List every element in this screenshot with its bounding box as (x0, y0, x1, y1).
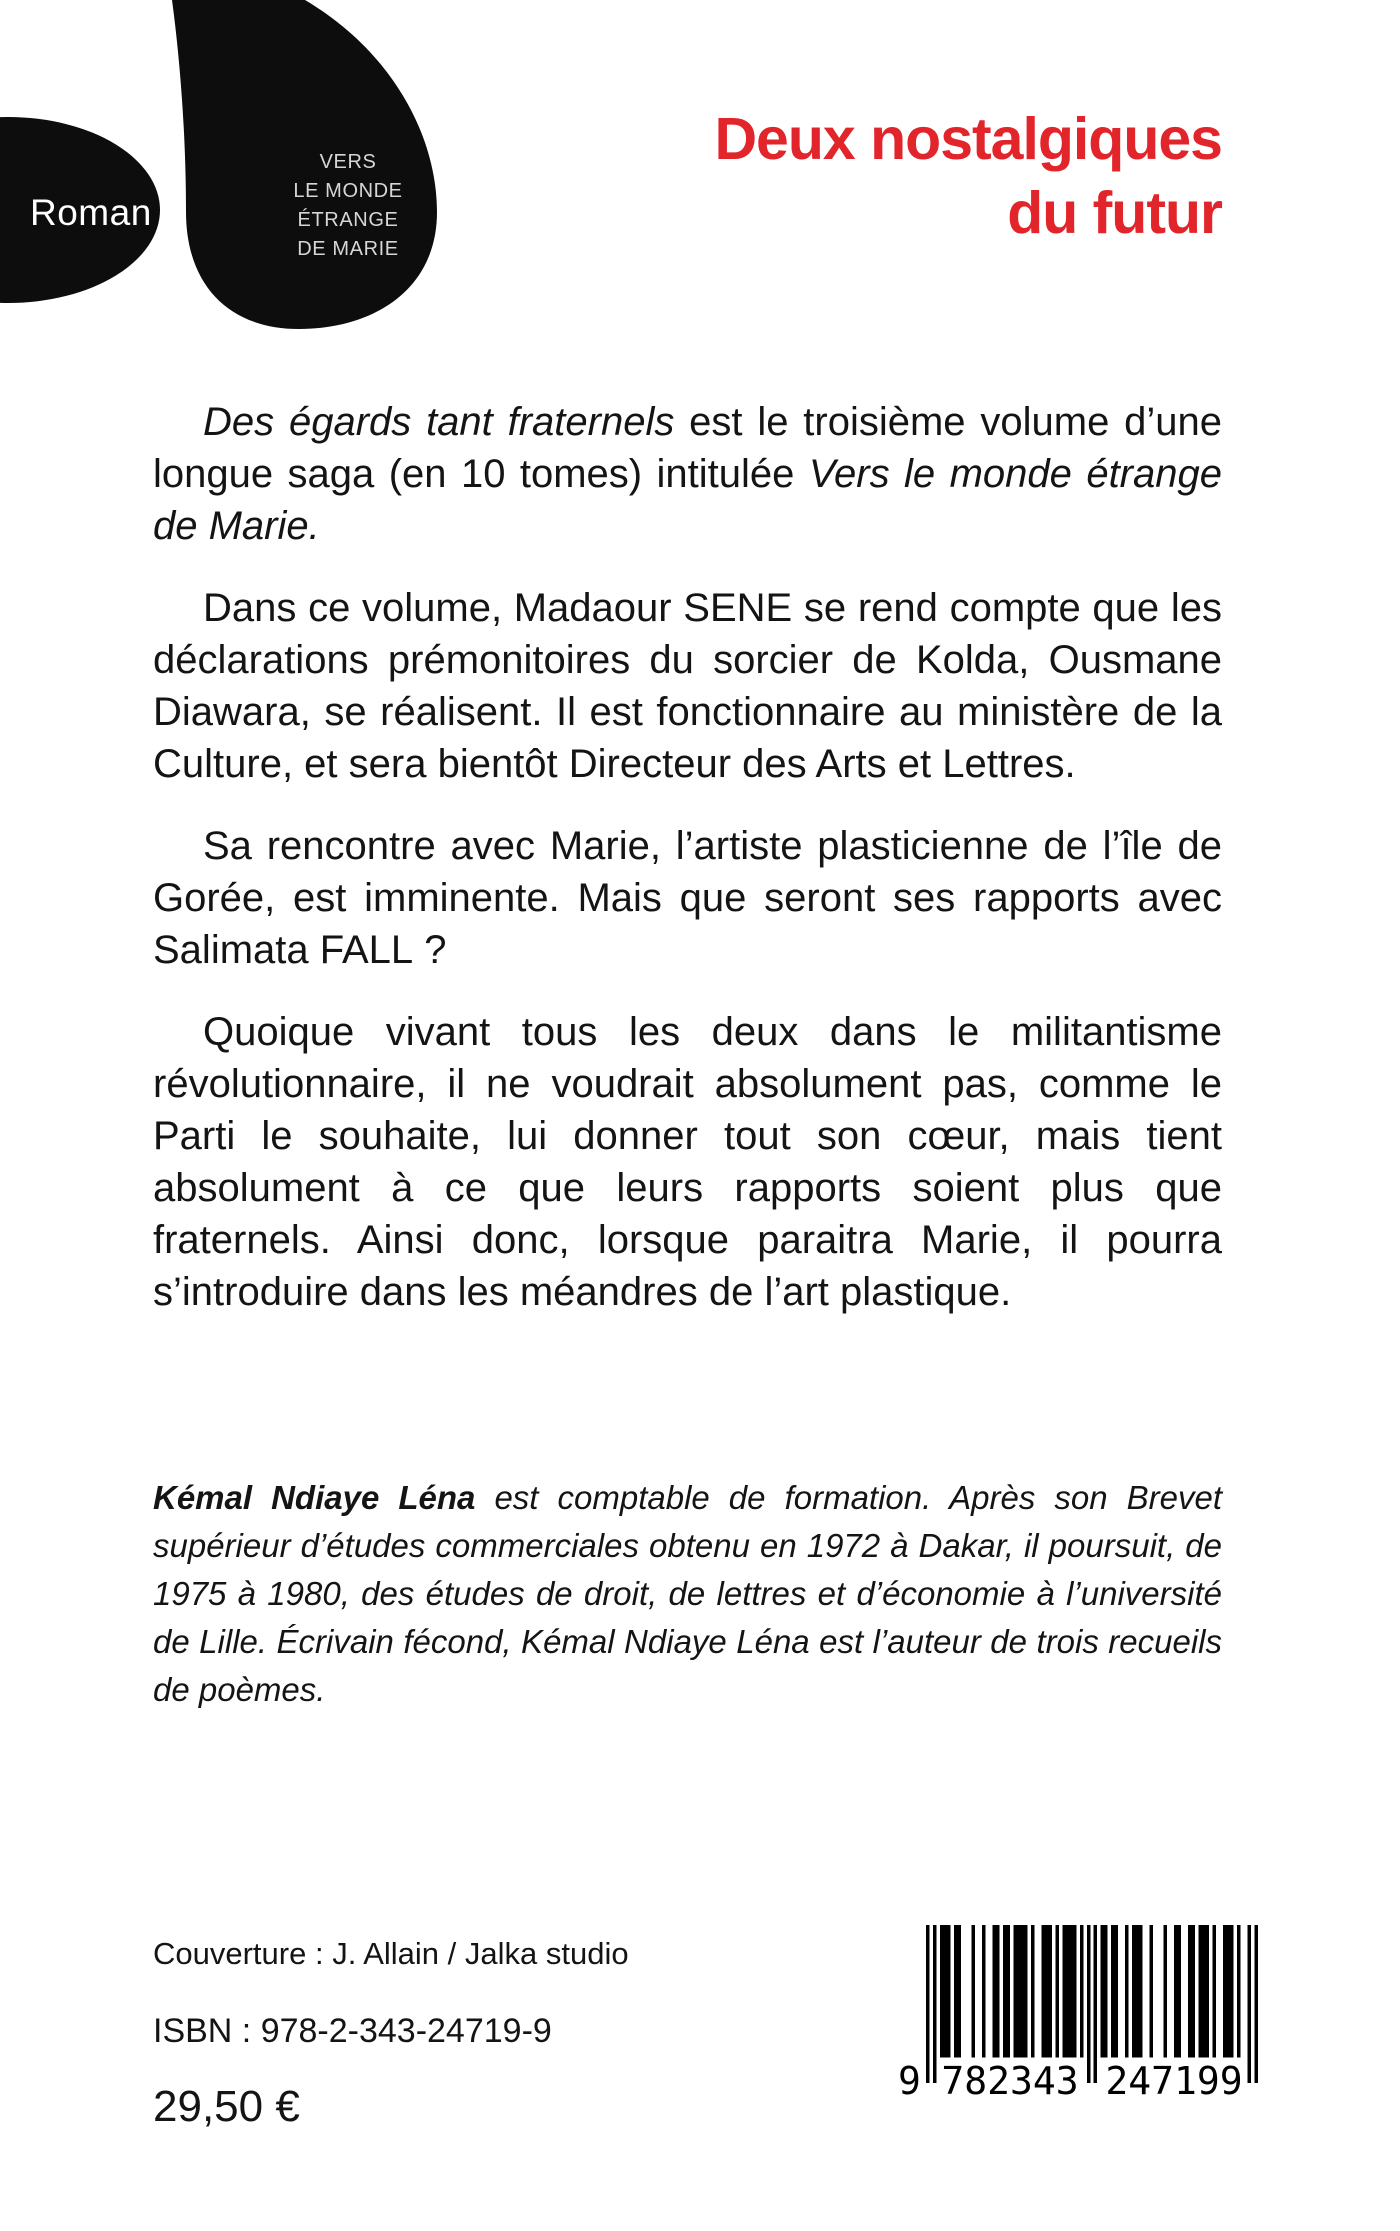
synopsis-paragraph-3: Sa rencontre avec Marie, l’artiste plasticienne de l’île de Gorée, est imminente. Mais que seront ses rapports avec Salimata FALL ? (153, 824, 1222, 972)
series-title-line-2: LE MONDE (293, 180, 403, 202)
series-title-inline: Vers le monde étrange de Marie. (153, 452, 1222, 548)
referenced-book-title: Des égards tant fraternels (203, 400, 675, 444)
barcode-digit-first: 9 (898, 2059, 921, 2103)
barcode (898, 1925, 1264, 2130)
series-title-line-3: ÉTRANGE (297, 209, 399, 231)
cover-credit: Couverture : J. Allain / Jalka studio (153, 1936, 629, 1971)
isbn: ISBN : 978-2-343-24719-9 (153, 2012, 552, 2050)
book-title-line-1: Deux nostalgiques (714, 106, 1222, 172)
author-name: Kémal Ndiaye Léna (153, 1479, 476, 1516)
author-bio (153, 1474, 1222, 1714)
synopsis (153, 396, 1222, 1744)
barcode-digits-right: 247199 (1105, 2059, 1243, 2103)
book-title (714, 102, 1222, 250)
book-title-line-2: du futur (1007, 180, 1222, 246)
synopsis-paragraph-1 (153, 396, 1222, 552)
synopsis-paragraph-4: Quoique vivant tous les deux dans le militantisme révolutionnaire, il ne voudrait absolument pas, comme le Parti le souhaite, lui donner tout son cœur, mais tient absolument à ce que leurs rapports soient plus que fraternels. Ainsi donc, lorsque paraitra Marie, il pourra s’introduire dans les méandres de l’art plastique. (153, 1010, 1222, 1314)
barcode-digits-left: 782343 (941, 2059, 1079, 2103)
synopsis-paragraph-2: Dans ce volume, Madaour SENE se rend compte que les déclarations prémonitoires du sorcier de Kolda, Ousmane Diawara, se réalisent. Il est fonctionnaire au ministère de la Culture, et sera bientôt Directeur des Arts et Lettres. (153, 586, 1222, 786)
series-title (278, 148, 418, 264)
series-title-line-4: DE MARIE (297, 238, 399, 260)
price: 29,50 € (153, 2082, 300, 2131)
synopsis-paragraph-1-text: est le troisième volume d’une longue saga (en 10 tomes) intitulée (153, 400, 1222, 496)
collection-label: Roman (30, 192, 152, 233)
series-title-line-1: VERS (319, 151, 377, 173)
author-bio-text: est comptable de formation. Après son Brevet supérieur d’études commerciales obtenu en 1972 à Dakar, il poursuit, de 1975 à 1980, des études de droit, de lettres et d’économie à l’université de Lille. Écrivain fécond, Kémal Ndiaye Léna est l’auteur de trois recueils de poèmes. (153, 1479, 1223, 1708)
